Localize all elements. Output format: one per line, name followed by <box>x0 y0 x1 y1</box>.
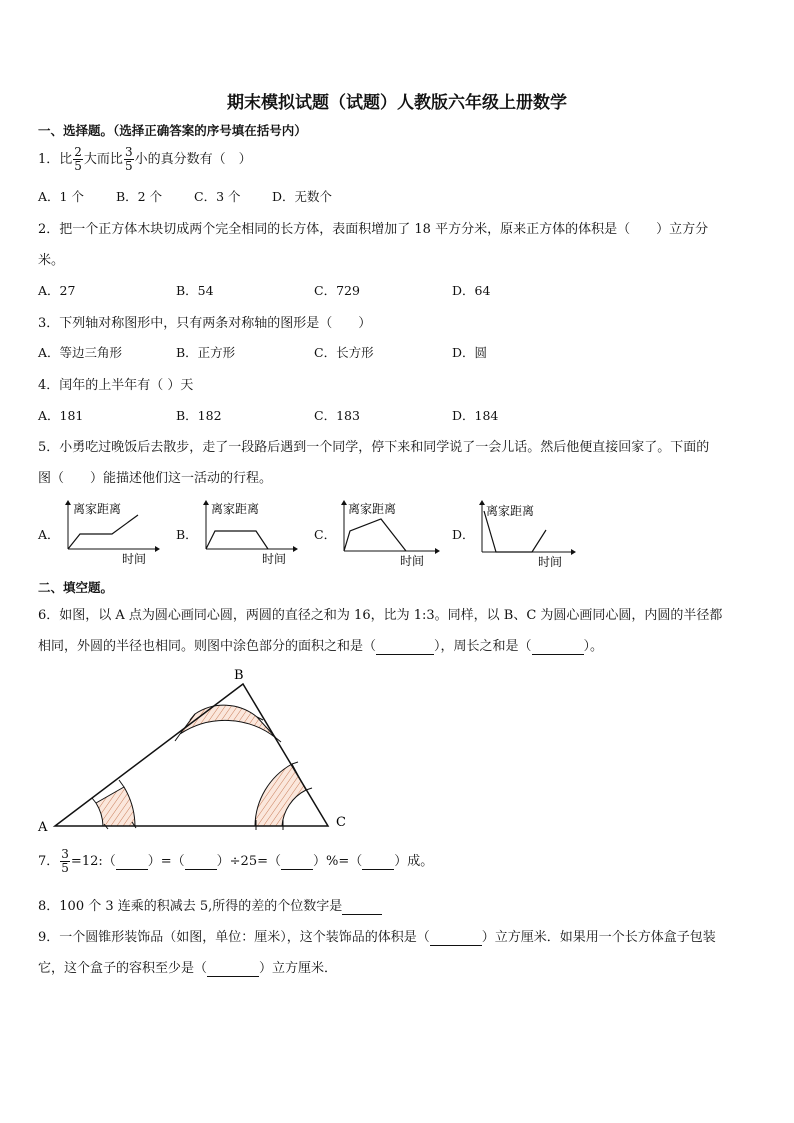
q1-frac1-den: 5 <box>74 159 82 173</box>
question-3: 3．下列轴对称图形中，只有两条对称轴的图形是（ ） <box>38 316 372 331</box>
q7-t1: =12:（ <box>70 854 116 869</box>
question-9-line-2 <box>38 957 337 977</box>
q5-graph-c-ylabel: 离家距离 <box>348 502 397 516</box>
section-heading-choice: 一、选择题。（选择正确答案的序号填在括号内） <box>38 123 307 138</box>
q7-blank-3[interactable] <box>281 854 313 870</box>
q5-graph-a-xlabel: 时间 <box>122 552 147 565</box>
q5-graph-b-ylabel: 离家距离 <box>211 502 260 516</box>
q1-option-c[interactable]: C．3 个 <box>194 189 241 204</box>
q4-option-d[interactable]: D．184 <box>452 408 499 423</box>
q7-fraction <box>60 848 70 875</box>
q8-answer-blank[interactable] <box>342 899 382 915</box>
question-7 <box>38 848 433 875</box>
q5-graph-b-xlabel: 时间 <box>262 552 287 565</box>
q6-text-c: ）。 <box>583 639 604 654</box>
q7-t4: ）%=（ <box>312 854 363 869</box>
q3-option-a[interactable]: A．等边三角形 <box>38 345 123 360</box>
q9-text-b: ）立方厘米．如果用一个长方体盒子包装 <box>481 930 716 945</box>
q5-graph-c-y-arrow <box>341 500 347 505</box>
q9-volume-blank[interactable] <box>430 930 482 946</box>
question-4: 4．闰年的上半年有（ ）天 <box>38 378 194 393</box>
q7-t2: ）=（ <box>147 854 185 869</box>
q7-t5: ）成。 <box>394 854 434 869</box>
question-5-line-1: 5．小勇吃过晚饭后去散步，走了一段路后遇到一个同学，停下来和同学说了一会儿话。然后他便直接回家了。下面的 <box>38 440 710 455</box>
q5-graph-c-line <box>344 519 406 551</box>
q9-text-d: ）立方厘米． <box>259 961 338 976</box>
page-title: 期末模拟试题（试题）人教版六年级上册数学 <box>227 93 567 113</box>
q2-option-c[interactable]: C．729 <box>314 283 360 298</box>
q2-option-d[interactable]: D．64 <box>452 283 491 298</box>
q5-graph-d-y-arrow <box>479 500 485 505</box>
q5-graph-a-line <box>68 515 138 549</box>
sector-c-tick-3 <box>292 762 298 764</box>
q5-graph-a[interactable] <box>60 497 160 565</box>
question-6-line-2 <box>38 635 603 655</box>
q6-text-b: ），周长之和是（ <box>434 639 532 654</box>
q3-option-b[interactable]: B．正方形 <box>176 345 236 360</box>
vertex-label-b: B <box>234 668 244 683</box>
q5-option-d-letter[interactable]: D． <box>452 527 475 542</box>
q7-frac-num: 3 <box>61 847 69 861</box>
vertex-label-a: A <box>38 820 48 835</box>
q1-fraction-1 <box>73 146 83 173</box>
question-5-line-2: 图（ ）能描述他们这一活动的行程。 <box>38 471 273 486</box>
question-9-line-1 <box>38 926 716 946</box>
q5-graph-b-line <box>206 531 268 549</box>
q5-option-b-letter[interactable]: B． <box>176 527 198 542</box>
q5-graph-c[interactable] <box>336 497 440 567</box>
q5-graph-b[interactable] <box>198 497 298 565</box>
q2-option-a[interactable]: A．27 <box>38 283 76 298</box>
q4-option-b[interactable]: B．182 <box>176 408 222 423</box>
q5-graph-a-x-arrow <box>155 546 160 552</box>
q5-graph-d-ylabel: 离家距离 <box>486 504 535 518</box>
q9-text-c: 它，这个盒子的容积至少是（ <box>38 961 208 976</box>
q6-area-answer-blank[interactable] <box>376 639 434 655</box>
q5-graph-c-x-arrow <box>435 548 440 554</box>
q1-option-b[interactable]: B．2 个 <box>116 189 163 204</box>
question-2-line-1: 2．把一个正方体木块切成两个完全相同的长方体，表面积增加了 18 平方分米，原来正方体的体积是（ ）立方分 <box>38 222 709 237</box>
q1-pre: 1．比 <box>38 152 73 167</box>
question-1 <box>38 146 252 173</box>
q1-frac2-num: 3 <box>124 145 133 159</box>
q1-frac2-den: 5 <box>124 159 133 173</box>
sector-a-tick-outer-2 <box>119 780 124 787</box>
q1-fraction-2 <box>124 146 134 173</box>
q5-graph-b-y-arrow <box>203 500 209 505</box>
q5-graph-a-y-arrow <box>65 500 71 505</box>
q1-option-a[interactable]: A．1 个 <box>38 189 84 204</box>
question-2-line-2: 米。 <box>38 253 65 268</box>
q1-frac1-num: 2 <box>74 145 82 159</box>
question-8 <box>38 895 382 915</box>
q5-option-c-letter[interactable]: C． <box>314 527 337 542</box>
q9-text-a: 9．一个圆锥形装饰品（如图，单位：厘米），这个装饰品的体积是（ <box>38 930 430 945</box>
q5-graph-a-ylabel: 离家距离 <box>73 502 122 516</box>
q5-graph-c-xlabel: 时间 <box>400 554 425 567</box>
triangle-figure <box>30 662 360 842</box>
q9-box-volume-blank[interactable] <box>207 961 259 977</box>
q2-option-b[interactable]: B．54 <box>176 283 214 298</box>
q6-text-a: 相同，外圆的半径也相同。则图中涂色部分的面积之和是（ <box>38 639 377 654</box>
q7-blank-1[interactable] <box>116 854 148 870</box>
q4-option-c[interactable]: C．183 <box>314 408 360 423</box>
q5-graph-d-x-arrow <box>571 549 576 555</box>
question-6-line-1: 6．如图，以 A 点为圆心画同心圆，两圆的直径之和为 16，比为 1:3。同样，以 B、C 为圆心画同心圆，内圆的半径都 <box>38 608 723 623</box>
vertex-label-c: C <box>336 815 346 830</box>
q7-pre: 7． <box>38 854 60 869</box>
q1-option-d[interactable]: D．无数个 <box>272 189 333 204</box>
q7-blank-2[interactable] <box>185 854 217 870</box>
q3-option-c[interactable]: C．长方形 <box>314 345 374 360</box>
q5-option-a-letter[interactable]: A． <box>38 527 60 542</box>
q5-graph-d-xlabel: 时间 <box>538 555 563 567</box>
shaded-sector-c <box>255 764 306 826</box>
q1-post: 小的真分数有（ ） <box>134 152 252 167</box>
q5-graph-d[interactable] <box>474 497 576 567</box>
q6-perimeter-answer-blank[interactable] <box>532 639 584 655</box>
shaded-sector-a <box>96 787 135 826</box>
section-heading-fill: 二、填空题。 <box>38 580 114 595</box>
q4-option-a[interactable]: A．181 <box>38 408 84 423</box>
q7-blank-4[interactable] <box>362 854 394 870</box>
q7-frac-den: 5 <box>61 861 69 875</box>
sector-a-tick-inner-2 <box>92 798 96 803</box>
q7-t3: ）÷25=（ <box>216 854 281 869</box>
q5-graph-b-x-arrow <box>293 546 298 552</box>
q3-option-d[interactable]: D．圆 <box>452 345 488 360</box>
q8-text: 8．100 个 3 连乘的积减去 5,所得的差的个位数字是 <box>38 899 343 914</box>
q1-mid: 大而比 <box>83 152 123 167</box>
